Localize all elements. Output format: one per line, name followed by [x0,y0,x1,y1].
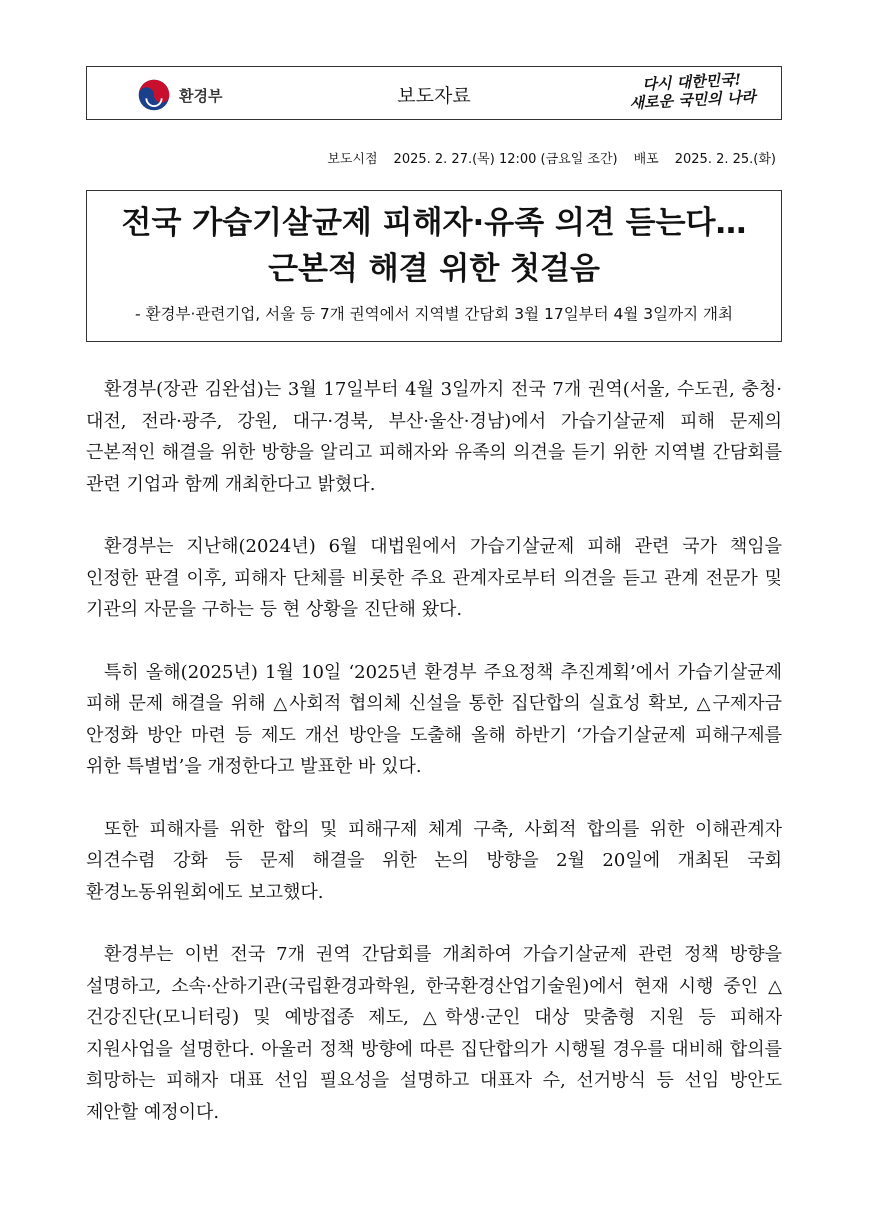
government-slogan [628,70,756,113]
headline [87,200,781,292]
title-box [86,190,782,342]
headline-line-1: 전국 가습기살균제 피해자·유족 의견 듣는다… [121,205,747,241]
headline-line-2: 근본적 해결 위한 첫걸음 [268,251,600,287]
release-datetime: 2025. 2. 27.(목) 12:00 (금요일 조간) [393,152,618,167]
release-info [327,148,776,167]
article-body [86,374,782,1159]
ministry-name: 환경부 [179,86,223,105]
slogan-line-1: 다시 대한민국! [641,70,742,94]
distribution-label: 배포 [633,152,659,167]
release-label: 보도시점 [327,152,378,167]
paragraph-1: 환경부(장관 김완섭)는 3월 17일부터 4월 3일까지 전국 7개 권역(서울, 수도권, 충청·대전, 전라·광주, 강원, 대구·경북, 부산·울산·경남)에서 가습기살균제 피해 문제의 근본적인 해결을 위한 방향을 알리고 피해자와 유족의 의견을 듣기 위한 지역별 간담회를 관련 기업과 함께 개최한다고 밝혔다. [86,379,782,495]
subheadline: - 환경부·관련기업, 서울 등 7개 권역에서 지역별 간담회 3월 17일부터 4월 3일까지 개최 [135,305,733,323]
paragraph-4: 또한 피해자를 위한 합의 및 피해구제 체계 구축, 사회적 합의를 위한 이해관계자 의견수렴 강화 등 문제 해결을 위한 논의 방향을 2월 20일에 개최된 국회 환경노동위원회에도 보고했다. [86,818,782,903]
distribution-date: 2025. 2. 25.(화) [674,152,776,167]
paragraph-3: 특히 올해(2025년) 1월 10일 ‘2025년 환경부 주요정책 추진계획’에서 가습기살균제 피해 문제 해결을 위해 △사회적 협의체 신설을 통한 집단합의 실효성 확보, △구제자금 안정화 방안 마련 등 제도 개선 방안을 도출해 올해 하반기 ‘가습기살균제 피해구제를 위한 특별법’을 개정한다고 발표한 바 있다. [86,661,782,777]
slogan-line-2: 새로운 국민의 나라 [628,87,756,113]
header-box [86,66,782,120]
paragraph-5: 환경부는 이번 전국 7개 권역 간담회를 개최하여 가습기살균제 관련 정책 방향을 설명하고, 소속·산하기관(국립환경과학원, 한국환경산업기술원)에서 현재 시행 중인 △건강진단(모니터링) 및 예방접종 제도, △학생·군인 대상 맞춤형 지원 등 피해자 지원사업을 설명한다. 아울러 정책 방향에 따른 집단합의가 시행될 경우를 대비해 합의를 희망하는 피해자 대표 선임 필요성을 설명하고 대표자 수, 선거방식 등 선임 방안도 제안할 예정이다. [86,944,782,1123]
document-type: 보도자료 [397,85,471,107]
paragraph-2: 환경부는 지난해(2024년) 6월 대법원에서 가습기살균제 피해 관련 국가 책임을 인정한 판결 이후, 피해자 단체를 비롯한 주요 관계자로부터 의견을 듣고 관계 전문가 및 기관의 자문을 구하는 등 현 상황을 진단해 왔다. [86,536,782,620]
